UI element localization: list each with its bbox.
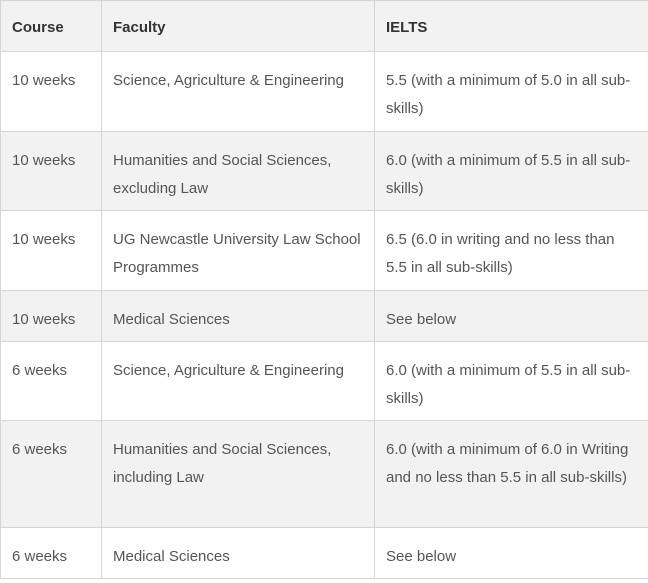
cell-course: 6 weeks	[1, 421, 102, 528]
table-header	[1, 1, 648, 52]
cell-faculty: UG Newcastle University Law School Programmes	[102, 211, 375, 291]
cell-ielts: 6.0 (with a minimum of 6.0 in Writing and no less than 5.5 in all sub-skills)	[375, 421, 648, 528]
header-faculty: Faculty	[102, 1, 375, 52]
cell-course: 10 weeks	[1, 132, 102, 211]
table-body	[1, 52, 648, 579]
table-row	[1, 342, 648, 421]
cell-course: 6 weeks	[1, 342, 102, 421]
cell-faculty: Science, Agriculture & Engineering	[102, 52, 375, 132]
cell-course: 10 weeks	[1, 291, 102, 342]
cell-ielts: 6.0 (with a minimum of 5.5 in all sub-skills)	[375, 342, 648, 421]
cell-faculty: Medical Sciences	[102, 528, 375, 579]
table-row	[1, 528, 648, 579]
cell-ielts: 5.5 (with a minimum of 5.0 in all sub-skills)	[375, 52, 648, 132]
cell-ielts: 6.5 (6.0 in writing and no less than 5.5 in all sub-skills)	[375, 211, 648, 291]
cell-faculty: Science, Agriculture & Engineering	[102, 342, 375, 421]
header-ielts: IELTS	[375, 1, 648, 52]
cell-course: 10 weeks	[1, 211, 102, 291]
cell-faculty: Humanities and Social Sciences, including Law	[102, 421, 375, 528]
table-row	[1, 52, 648, 132]
table-row	[1, 421, 648, 528]
table-row	[1, 211, 648, 291]
cell-ielts: See below	[375, 528, 648, 579]
table-row	[1, 132, 648, 211]
header-course: Course	[1, 1, 102, 52]
cell-course: 6 weeks	[1, 528, 102, 579]
cell-ielts: See below	[375, 291, 648, 342]
cell-faculty: Humanities and Social Sciences, excluding Law	[102, 132, 375, 211]
cell-faculty: Medical Sciences	[102, 291, 375, 342]
table-row	[1, 291, 648, 342]
cell-ielts: 6.0 (with a minimum of 5.5 in all sub-skills)	[375, 132, 648, 211]
header-row	[1, 1, 648, 52]
cell-course: 10 weeks	[1, 52, 102, 132]
